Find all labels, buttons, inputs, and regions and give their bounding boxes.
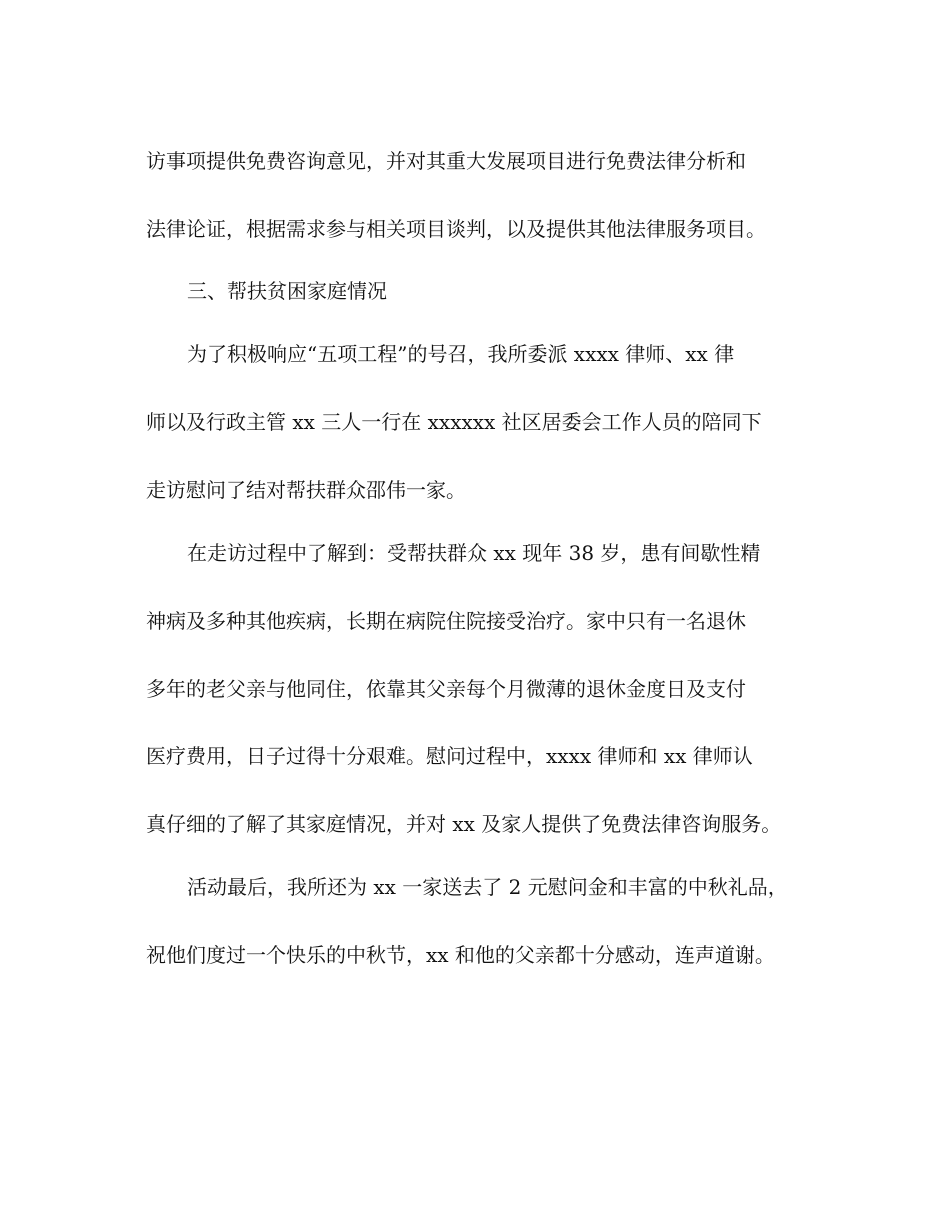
paragraph-line: 为了积极响应“五项工程”的号召，我所委派 xxxx 律师、xx 律 <box>187 342 735 366</box>
paragraph-line: 活动最后，我所还为 xx 一家送去了 2 元慰问金和丰富的中秋礼品， <box>187 875 788 899</box>
paragraph-line: 神病及多种其他疾病，长期在病院住院接受治疗。家中只有一名退休 <box>146 609 746 633</box>
paragraph-line: 走访慰问了结对帮扶群众邵伟一家。 <box>146 478 466 502</box>
paragraph-line: 访事项提供免费咨询意见，并对其重大发展项目进行免费法律分析和 <box>146 149 746 173</box>
paragraph-line: 多年的老父亲与他同住，依靠其父亲每个月微薄的退休金度日及支付 <box>146 677 746 701</box>
paragraph-line: 真仔细的了解了其家庭情况，并对 xx 及家人提供了免费法律咨询服务。 <box>146 812 782 836</box>
paragraph-line: 法律论证，根据需求参与相关项目谈判，以及提供其他法律服务项目。 <box>146 217 766 241</box>
section-heading: 三、帮扶贫困家庭情况 <box>187 279 387 303</box>
paragraph-line: 祝他们度过一个快乐的中秋节，xx 和他的父亲都十分感动，连声道谢。 <box>146 943 775 967</box>
paragraph-line: 师以及行政主管 xx 三人一行在 xxxxxx 社区居委会工作人员的陪同下 <box>146 410 762 434</box>
paragraph-line: 医疗费用，日子过得十分艰难。慰问过程中，xxxx 律师和 xx 律师认 <box>146 744 753 768</box>
paragraph-line: 在走访过程中了解到：受帮扶群众 xx 现年 38 岁，患有间歇性精 <box>187 541 761 565</box>
